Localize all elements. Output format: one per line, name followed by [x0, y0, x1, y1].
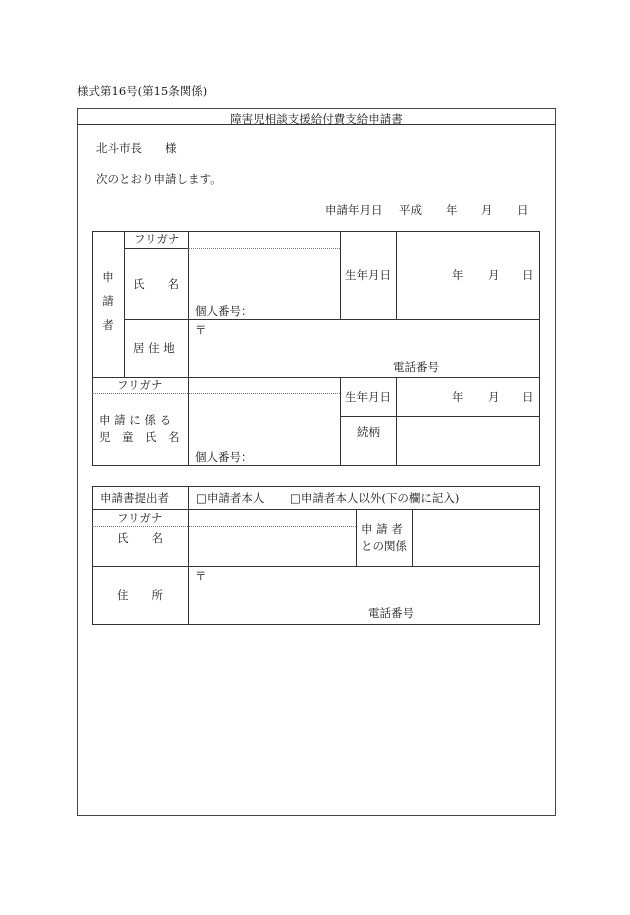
applicant-personal-number-label: 個人番号：: [195, 304, 253, 318]
date-year: 年: [446, 203, 458, 217]
submitter-option-self[interactable]: □申請者本人: [196, 491, 265, 505]
date-month: 月: [481, 203, 493, 217]
submitter-option-other[interactable]: □申請者本人以外(下の欄に記入): [290, 491, 460, 505]
date-label: 申請年月日: [325, 203, 383, 217]
applicant-group-label: 申請者: [102, 270, 114, 332]
form-number: 様式第16号(第15条関係): [77, 84, 208, 98]
submitter-furigana-label: フリガナ: [117, 511, 163, 525]
form-title: 障害児相談支援給付費支給申請書: [230, 112, 403, 126]
applicant-postal-mark: 〒: [195, 323, 207, 337]
submitter-postal-mark: 〒: [195, 569, 207, 583]
intro-text: 次のとおり申請します。: [96, 172, 222, 186]
applicant-name-field[interactable]: [190, 250, 338, 294]
addressee: 北斗市長 様: [96, 141, 177, 155]
date-day: 日: [517, 203, 529, 217]
child-name-label-line2: 児 童 氏 名: [99, 430, 180, 444]
submitter-label: 申請書提出者: [100, 491, 169, 505]
submitter-address-label: 住 所: [117, 588, 163, 602]
child-name-label-line1: 申 請 に 係 る: [99, 413, 172, 427]
applicant-birth-month: 月: [488, 268, 500, 282]
submitter-phone-label: 電話番号: [368, 606, 414, 620]
applicant-phone-label: 電話番号: [393, 360, 439, 374]
applicant-birth-label: 生年月日: [345, 268, 391, 282]
applicant-address-label: 居 住 地: [133, 341, 175, 355]
date-era: 平成: [399, 203, 422, 217]
child-birth-month: 月: [488, 390, 500, 404]
applicant-birth-day: 日: [522, 268, 534, 282]
child-personal-number-label: 個人番号：: [195, 450, 253, 464]
child-relation-label: 続柄: [357, 425, 380, 439]
submitter-table: [92, 486, 540, 625]
submitter-relation-label-line2: との関係: [361, 539, 407, 553]
applicant-furigana-label: フリガナ: [134, 232, 180, 246]
submitter-relation-label-line1: 申 請 者: [361, 522, 403, 536]
child-birth-day: 日: [522, 390, 534, 404]
title-divider: [77, 124, 556, 125]
child-birth-label: 生年月日: [345, 390, 391, 404]
submitter-name-label: 氏 名: [117, 531, 163, 545]
applicant-birth-year: 年: [452, 268, 464, 282]
applicant-name-label: 氏 名: [133, 277, 179, 291]
child-birth-year: 年: [452, 390, 464, 404]
child-furigana-label: フリガナ: [117, 378, 163, 392]
